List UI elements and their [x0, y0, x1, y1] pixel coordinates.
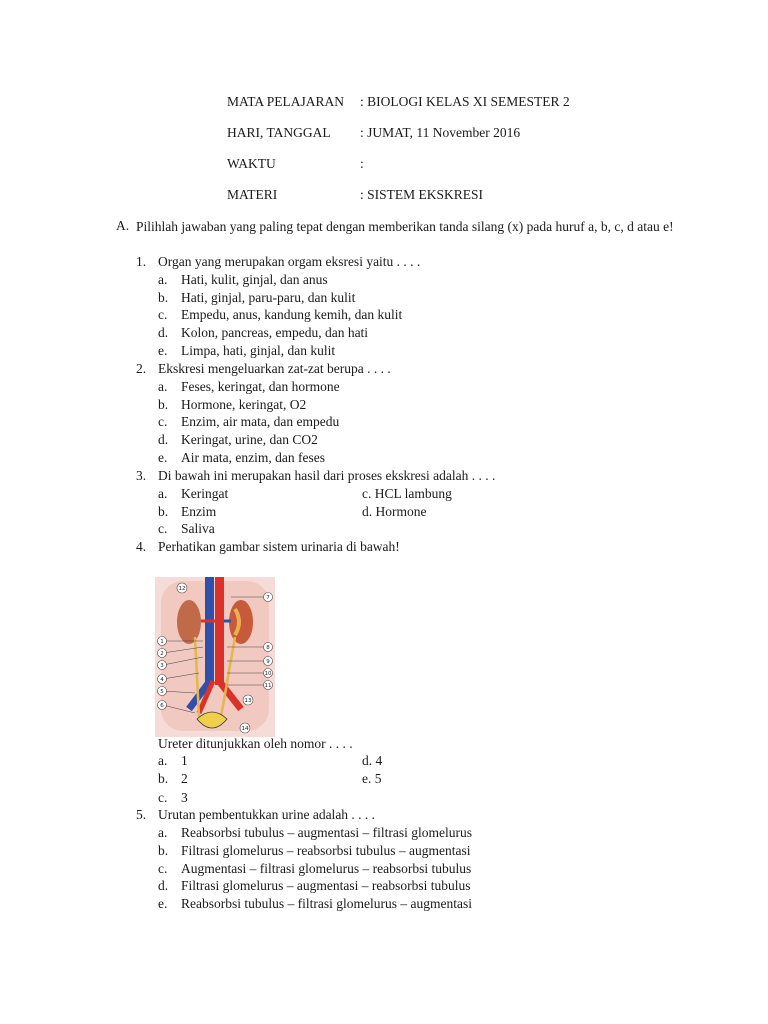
option-item-right: d. 4	[362, 753, 383, 768]
figure-label-12	[177, 583, 187, 593]
option-letter: b.	[158, 290, 169, 305]
urinary-system-figure	[155, 577, 275, 737]
question-number: 2.	[136, 361, 147, 376]
option-text: 3	[181, 790, 188, 805]
question-1	[136, 253, 420, 271]
option-text: Reabsorbsi tubulus – filtrasi glomelurus – augmentasi	[181, 896, 472, 911]
option-text: 2	[181, 771, 188, 786]
question-5	[136, 806, 375, 824]
option-item-right: c. HCL lambung	[362, 486, 452, 501]
option-item	[158, 449, 325, 467]
figure-label-10	[264, 669, 273, 678]
question-text: Organ yang merupakan orgam eksresi yaitu . . . .	[158, 254, 421, 269]
option-item	[158, 289, 355, 307]
svg-text:2: 2	[160, 651, 164, 657]
header-value: : BIOLOGI KELAS XI SEMESTER 2	[360, 94, 570, 109]
header-value: : SISTEM EKSKRESI	[360, 187, 484, 202]
svg-text:1: 1	[160, 639, 164, 645]
svg-text:3: 3	[160, 663, 164, 669]
option-item	[158, 895, 472, 913]
option-text: Hormone, keringat, O2	[181, 397, 307, 412]
svg-text:9: 9	[266, 659, 270, 665]
header-value: :	[360, 156, 364, 171]
question-3	[136, 467, 495, 485]
option-item	[158, 789, 188, 807]
option-letter: a.	[158, 272, 168, 287]
option-text: Filtrasi glomelurus – augmentasi – reabsorbsi tubulus	[181, 878, 471, 893]
question-number: 4.	[136, 539, 147, 554]
option-letter: c.	[158, 790, 168, 805]
option-item	[158, 413, 339, 431]
option-letter: a.	[158, 379, 168, 394]
option-item	[158, 520, 215, 538]
option-letter: a.	[158, 486, 168, 501]
option-text: Keringat	[181, 486, 229, 501]
svg-text:14: 14	[241, 726, 249, 732]
question-text: Di bawah ini merupakan hasil dari proses ekskresi adalah . . . .	[158, 468, 496, 483]
option-item	[158, 770, 188, 788]
option-letter: a.	[158, 825, 168, 840]
figure-label-13	[243, 695, 253, 705]
option-text: Reabsorbsi tubulus – augmentasi – filtrasi glomelurus	[181, 825, 472, 840]
option-text: Keringat, urine, dan CO2	[181, 432, 318, 447]
option-item-right: e. 5	[362, 771, 382, 786]
option-text: Empedu, anus, kandung kemih, dan kulit	[181, 307, 403, 322]
header-row-time	[227, 155, 364, 173]
option-item	[158, 378, 340, 396]
question-number: 1.	[136, 254, 147, 269]
option-letter: b.	[158, 843, 169, 858]
option-item	[158, 431, 318, 449]
option-letter: b.	[158, 504, 169, 519]
header-label: WAKTU	[227, 156, 276, 171]
option-text: Limpa, hati, ginjal, dan kulit	[181, 343, 336, 358]
option-item	[158, 860, 471, 878]
figure-label-4	[158, 675, 167, 684]
option-letter: b.	[158, 397, 169, 412]
question-4-subtext: Ureter ditunjukkan oleh nomor . . . .	[158, 736, 353, 751]
option-item	[158, 877, 470, 895]
header-row-date	[227, 124, 520, 142]
figure-label-2	[158, 649, 167, 658]
figure-label-7	[264, 593, 273, 602]
svg-text:10: 10	[264, 671, 272, 677]
section-instruction: Pilihlah jawaban yang paling tepat dengan memberikan tanda silang (x) pada huruf a, b, c, d atau e!	[136, 219, 674, 234]
svg-text:11: 11	[264, 683, 272, 689]
option-letter: c.	[158, 414, 168, 429]
option-letter: d.	[158, 878, 169, 893]
figure-label-3	[158, 661, 167, 670]
option-letter: e.	[158, 896, 168, 911]
urinary-system-illustration	[155, 577, 275, 737]
option-text: Hati, kulit, ginjal, dan anus	[181, 272, 328, 287]
figure-label-5	[158, 687, 167, 696]
option-letter: a.	[158, 753, 168, 768]
header-value: : JUMAT, 11 November 2016	[360, 125, 521, 140]
option-item	[158, 271, 328, 289]
option-letter: c.	[158, 861, 168, 876]
svg-text:5: 5	[160, 689, 164, 695]
question-number: 5.	[136, 807, 147, 822]
option-letter: b.	[158, 771, 169, 786]
option-text: Enzim	[181, 504, 217, 519]
svg-text:6: 6	[160, 703, 164, 709]
option-letter: e.	[158, 343, 168, 358]
question-text: Urutan pembentukkan urine adalah . . . .	[158, 807, 376, 822]
option-letter: e.	[158, 450, 168, 465]
figure-label-8	[264, 643, 273, 652]
question-text: Perhatikan gambar sistem urinaria di bawah!	[158, 539, 400, 554]
option-text: Kolon, pancreas, empedu, dan hati	[181, 325, 369, 340]
option-item	[158, 824, 472, 842]
question-2	[136, 360, 391, 378]
question-4	[136, 538, 400, 556]
figure-label-11	[264, 681, 273, 690]
option-item	[158, 324, 368, 342]
option-text: Saliva	[181, 521, 215, 536]
svg-text:13: 13	[244, 698, 252, 704]
question-number: 3.	[136, 468, 147, 483]
header-row-topic	[227, 186, 483, 204]
option-item	[158, 503, 216, 521]
header-label: MATERI	[227, 187, 278, 202]
svg-text:7: 7	[266, 595, 270, 601]
option-text: Hati, ginjal, paru-paru, dan kulit	[181, 290, 356, 305]
header-label: MATA PELAJARAN	[227, 94, 345, 109]
option-text: 1	[181, 753, 188, 768]
option-text: Air mata, enzim, dan feses	[181, 450, 325, 465]
section-letter: A.	[116, 218, 130, 233]
figure-label-1	[158, 637, 167, 646]
header-row-subject	[227, 93, 570, 111]
option-letter: d.	[158, 325, 169, 340]
left-kidney	[177, 600, 201, 644]
svg-text:8: 8	[266, 645, 270, 651]
option-letter: d.	[158, 432, 169, 447]
question-text: Ekskresi mengeluarkan zat-zat berupa . . . .	[158, 361, 391, 376]
option-letter: c.	[158, 307, 168, 322]
svg-text:4: 4	[160, 677, 164, 683]
vena-cava	[205, 577, 214, 685]
option-item	[158, 485, 228, 503]
option-text: Augmentasi – filtrasi glomelurus – reabsorbsi tubulus	[181, 861, 472, 876]
option-item	[158, 752, 188, 770]
option-letter: c.	[158, 521, 168, 536]
option-item	[158, 306, 402, 324]
option-item	[158, 396, 306, 414]
option-text: Filtrasi glomelurus – reabsorbsi tubulus – augmentasi	[181, 843, 471, 858]
header-label: HARI, TANGGAL	[227, 125, 331, 140]
aorta	[215, 577, 224, 685]
svg-text:12: 12	[178, 586, 186, 592]
option-text: Enzim, air mata, dan empedu	[181, 414, 340, 429]
option-text: Feses, keringat, dan hormone	[181, 379, 340, 394]
figure-label-9	[264, 657, 273, 666]
figure-label-14	[240, 723, 250, 733]
option-item-right: d. Hormone	[362, 504, 427, 519]
figure-label-6	[158, 701, 167, 710]
option-item	[158, 342, 335, 360]
option-item	[158, 842, 470, 860]
